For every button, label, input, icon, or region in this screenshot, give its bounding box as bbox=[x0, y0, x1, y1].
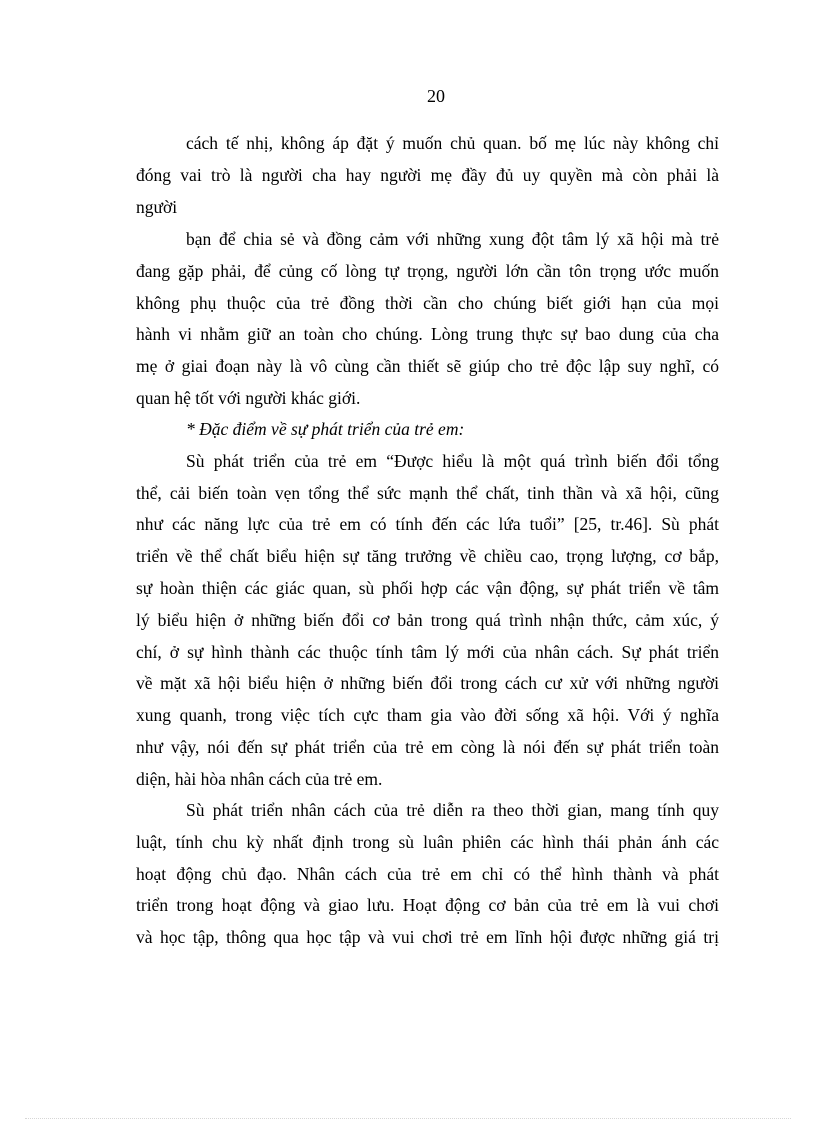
text-line: thể, cải biến toàn vẹn tổng thể sức mạnh thể chất, tinh thần và xã hội, cũng bbox=[136, 482, 719, 503]
text-line: chí, ở sự hình thành các thuộc tính tâm lý mới của nhân cách. Sự phát triển bbox=[136, 641, 719, 662]
text-line: Sù phát triển của trẻ em “Được hiểu là một quá trình biến đổi tổng bbox=[186, 450, 719, 471]
text-line: đóng vai trò là người cha hay người mẹ đầy đủ uy quyền mà còn phải là bbox=[136, 164, 719, 185]
page-number: 20 bbox=[427, 86, 445, 106]
paragraph-1 bbox=[136, 128, 719, 223]
text-line: cách tế nhị, không áp đặt ý muốn chủ quan. bố mẹ lúc này không chỉ bbox=[186, 133, 719, 153]
text-line: đang gặp phải, để củng cố lòng tự trọng, người lớn cần tôn trọng ước muốn bbox=[136, 260, 719, 281]
text-line: hoạt động chủ đạo. Nhân cách của trẻ em chỉ có thể hình thành và phát bbox=[136, 863, 719, 884]
text-line: về mặt xã hội biểu hiện ở những biến đổi trong cách cư xử với những người bbox=[136, 673, 719, 694]
section-heading: * Đặc điểm về sự phát triển của trẻ em: bbox=[186, 419, 465, 439]
text-line: quan hệ tốt với người khác giới. bbox=[136, 387, 361, 408]
paragraph-2 bbox=[136, 224, 719, 415]
paragraph-4 bbox=[136, 795, 719, 954]
text-line: bạn để chia sẻ và đồng cảm với những xung đột tâm lý xã hội mà trẻ bbox=[186, 229, 719, 249]
text-line: Sù phát triển nhân cách của trẻ diễn ra theo thời gian, mang tính quy bbox=[186, 800, 719, 820]
text-line: như vậy, nói đến sự phát triển của trẻ em còng là nói đến sự phát triển toàn bbox=[136, 736, 719, 757]
text-line: hành vi nhằm giữ an toàn cho chúng. Lòng trung thực sự bao dung của cha bbox=[136, 324, 719, 345]
text-line: sự hoàn thiện các giác quan, sù phối hợp các vận động, sự phát triển về tâm bbox=[136, 577, 719, 598]
text-line: diện, hài hòa nhân cách của trẻ em. bbox=[136, 768, 383, 789]
text-line: lý biểu hiện ở những biến đổi cơ bản trong quá trình nhận thức, cảm xúc, ý bbox=[136, 609, 719, 630]
text-line: và học tập, thông qua học tập và vui chơi trẻ em lĩnh hội được những giá trị bbox=[136, 927, 719, 948]
text-line: luật, tính chu kỳ nhất định trong sù luân phiên các hình thái phản ánh các bbox=[136, 831, 719, 852]
text-line: như các năng lực của trẻ em có tính đến các lứa tuổi” [25, tr.46]. Sù phát bbox=[136, 514, 719, 535]
text-line: không phụ thuộc của trẻ đồng thời cần cho chúng biết giới hạn của mọi bbox=[136, 292, 719, 313]
text-line: mẹ ở giai đoạn này là vô cùng cần thiết sẽ giúp cho trẻ độc lập suy nghĩ, có bbox=[136, 356, 719, 377]
text-line: người bbox=[136, 196, 178, 217]
page-bottom-divider bbox=[25, 1118, 791, 1119]
paragraph-3 bbox=[136, 414, 719, 796]
text-line: triển trong hoạt động và giao lưu. Hoạt động cơ bản của trẻ em là vui chơi bbox=[136, 895, 719, 916]
text-line: triển về thể chất biểu hiện sự tăng trưởng về chiều cao, trọng lượng, cơ bắp, bbox=[136, 546, 719, 567]
text-line: xung quanh, trong việc tích cực tham gia vào đời sống xã hội. Với ý nghĩa bbox=[136, 705, 719, 726]
